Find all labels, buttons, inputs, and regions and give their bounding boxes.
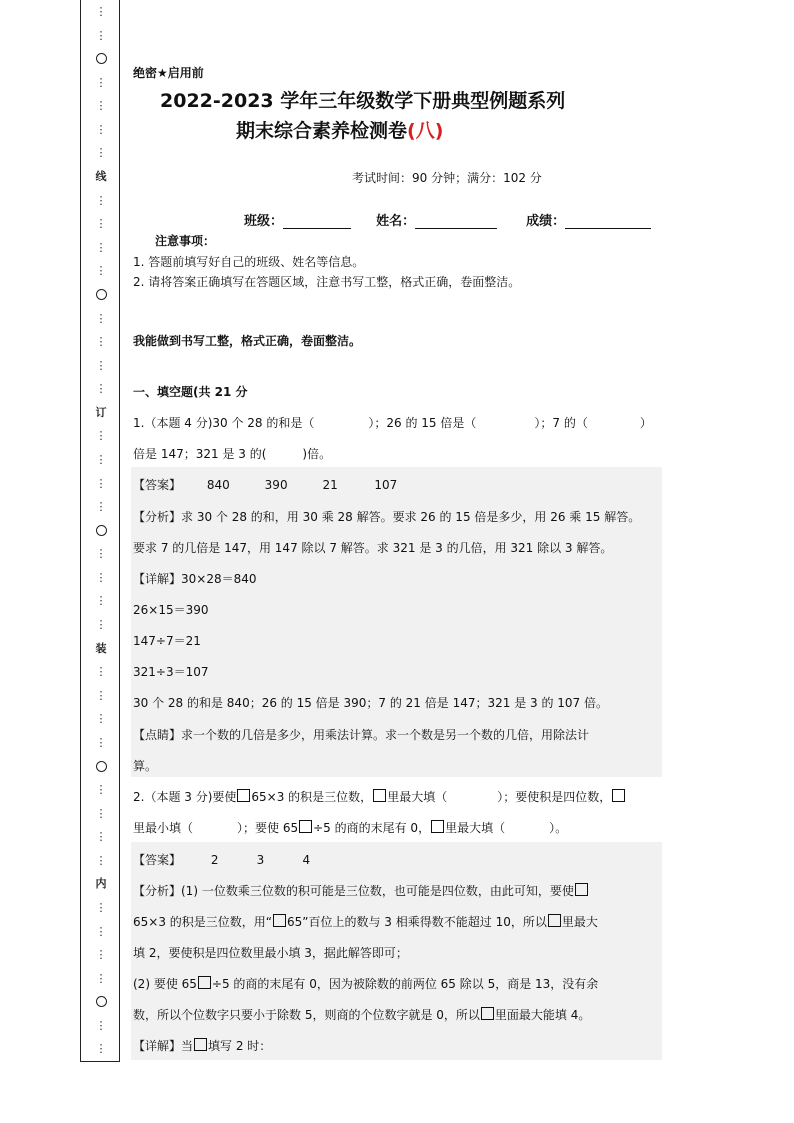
binding-circle-icon <box>96 996 107 1007</box>
q2-text-f: ）；要使 65 <box>237 821 299 835</box>
square-box-icon <box>198 976 211 989</box>
binding-strip <box>80 0 120 1062</box>
binding-strip-marks: ⋮ ⋮ ⋮ ⋮ ⋮ ⋮ 线 ⋮ ⋮ ⋮ ⋮ ⋮ ⋮ ⋮ ⋮ 订 ⋮ ⋮ ⋮ ⋮ ⋮ ⋮ ⋮ ⋮ 装 ⋮ ⋮ ⋮ ⋮ ⋮ ⋮ ⋮ ⋮ 内 ⋮ ⋮ ⋮ ⋮ ⋮ ⋮ <box>95 5 107 1056</box>
name-label: 姓名： <box>376 214 416 229</box>
pledge: 我能做到书写工整，格式正确，卷面整洁。 <box>133 334 362 348</box>
q1-tip-line1: 【点睛】求一个数的几倍是多少，用乘法计算。求一个数是另一个数的几倍，用除法计 <box>133 728 590 742</box>
square-box-icon <box>299 820 312 833</box>
q2-analysis-line2 <box>133 913 598 930</box>
q2-line1 <box>133 788 626 805</box>
q1-text-e: 倍是 147；321 是 3 的( <box>133 447 267 461</box>
q1-detail-calc-2: 26×15＝390 <box>133 603 209 617</box>
q2-text-e: 里最小填（ <box>133 821 194 835</box>
student-info-row <box>244 210 651 229</box>
q2-analysis-line1 <box>133 882 589 899</box>
q1-line2 <box>133 445 331 462</box>
q2-text-i: ）。 <box>549 821 568 835</box>
score-label: 成绩： <box>526 214 566 229</box>
title-main: 期末综合素养检测卷 <box>236 120 408 142</box>
q2-answer-label: 【答案】 <box>133 853 182 867</box>
square-box-icon <box>373 789 386 802</box>
q1-detail-calc-1: 30×28＝840 <box>181 572 257 586</box>
notes-item-2: 2. 请将答案正确填写在答题区域，注意书写工整，格式正确，卷面整洁。 <box>133 275 521 289</box>
q1-answer-3: 21 <box>322 478 338 492</box>
q2-text-b: 65×3 的积是三位数， <box>251 790 373 804</box>
q2-text-h: 里最大填（ <box>445 821 506 835</box>
binding-circle-icon <box>96 289 107 300</box>
q2-answer-3: 4 <box>302 853 311 867</box>
q1-detail-label: 【详解】 <box>133 572 182 586</box>
q1-detail-calc-4: 321÷3＝107 <box>133 665 209 679</box>
notes-title: 注意事项： <box>155 234 216 248</box>
q2-analysis-text-b: 65×3 的积是三位数，用“ <box>133 915 272 929</box>
q1-text-f: )倍。 <box>302 447 332 461</box>
title-suffix: (八) <box>407 120 444 142</box>
q2-text-a: 2.（本题 3 分)要使 <box>133 790 237 804</box>
square-box-icon <box>194 1038 207 1051</box>
q1-analysis-line2: 要求 7 的几倍是 147，用 147 除以 7 解答。求 321 是 3 的几倍，用 321 除以 3 解答。 <box>133 541 613 555</box>
q1-answer-4: 107 <box>374 478 398 492</box>
q2-detail-text-b: 填写 2 时： <box>208 1039 272 1053</box>
q1-analysis-line1: 【分析】求 30 个 28 的和，用 30 乘 28 解答。要求 26 的 15 倍是多少，用 26 乘 15 解答。 <box>133 510 641 524</box>
q1-answer-label: 【答案】 <box>133 478 182 492</box>
binding-label-nei: 内 <box>95 877 107 891</box>
q1-detail-line1 <box>133 570 257 587</box>
q1-text-b: ）；26 的 15 倍是（ <box>368 416 477 430</box>
q1-text-c: ）；7 的（ <box>534 416 588 430</box>
q1-line1 <box>133 414 652 431</box>
binding-label-zhuang: 装 <box>95 641 107 655</box>
q2-analysis-text-a: 【分析】(1) 一位数乘三位数的积可能是三位数，也可能是四位数，由此可知，要使 <box>133 884 574 898</box>
name-field[interactable] <box>415 215 497 229</box>
square-box-icon <box>548 914 561 927</box>
class-field[interactable] <box>283 215 351 229</box>
q1-detail-summary: 30 个 28 的和是 840；26 的 15 倍是 390；7 的 21 倍是 147；321 是 3 的 107 倍。 <box>133 696 608 710</box>
section1-title: 一、填空题(共 21 分 <box>133 385 248 399</box>
q2-analysis-text-e: (2) 要使 65 <box>133 977 197 991</box>
square-box-icon <box>612 789 625 802</box>
q1-answer-1: 840 <box>206 478 230 492</box>
q2-analysis-line3: 填 2，要使积是四位数里最小填 3，据此解答即可； <box>133 946 408 960</box>
q2-answer <box>133 851 333 868</box>
q1-tip-line2: 算。 <box>133 759 158 773</box>
binding-circle-icon <box>96 525 107 536</box>
square-box-icon <box>237 789 250 802</box>
binding-label-xian: 线 <box>95 170 107 184</box>
title-line2 <box>236 116 443 143</box>
q2-analysis-text-c: 65”百位上的数与 3 相乘得数不能超过 10，所以 <box>287 915 547 929</box>
binding-label-ding: 订 <box>95 405 107 419</box>
q2-analysis-line4 <box>133 975 598 992</box>
q2-text-c: 里最大填（ <box>387 790 448 804</box>
q1-answer-2: 390 <box>264 478 288 492</box>
q2-analysis-text-d: 里最大 <box>561 915 598 929</box>
q2-text-d: ）；要使积是四位数， <box>497 790 612 804</box>
exam-info: 考试时间：90 分钟；满分：102 分 <box>352 171 542 185</box>
square-box-icon <box>431 820 444 833</box>
q2-detail-line <box>133 1037 271 1054</box>
q2-analysis-line5 <box>133 1006 590 1023</box>
score-field[interactable] <box>565 215 651 229</box>
q2-line2 <box>133 819 567 836</box>
q1-text-a: 1.（本题 4 分)30 个 28 的和是（ <box>133 416 315 430</box>
notes-item-1: 1. 答题前填写好自己的班级、姓名等信息。 <box>133 255 365 269</box>
class-label: 班级： <box>244 214 284 229</box>
q2-text-g: ÷5 的商的末尾有 0， <box>313 821 431 835</box>
binding-circle-icon <box>96 761 107 772</box>
title-line1: 2022-2023 学年三年级数学下册典型例题系列 <box>160 90 566 112</box>
square-box-icon <box>273 914 286 927</box>
q2-answer-1: 2 <box>210 853 219 867</box>
binding-circle-icon <box>96 53 107 64</box>
q1-detail-calc-3: 147÷7＝21 <box>133 634 201 648</box>
q2-detail-text-a: 【详解】当 <box>133 1039 194 1053</box>
secret-label: 绝密★启用前 <box>133 66 204 80</box>
q2-analysis-text-g: 数，所以个位数字只要小于除数 5，则商的个位数字就是 0，所以 <box>133 1008 480 1022</box>
square-box-icon <box>481 1007 494 1020</box>
q1-answer <box>133 476 410 493</box>
q2-analysis-text-h: 里面最大能填 4。 <box>494 1008 591 1022</box>
q2-analysis-text-f: ÷5 的商的末尾有 0，因为被除数的前两位 65 除以 5，商是 13，没有余 <box>211 977 599 991</box>
q2-answer-2: 3 <box>256 853 265 867</box>
q1-text-d: ） <box>639 416 652 430</box>
square-box-icon <box>575 883 588 896</box>
